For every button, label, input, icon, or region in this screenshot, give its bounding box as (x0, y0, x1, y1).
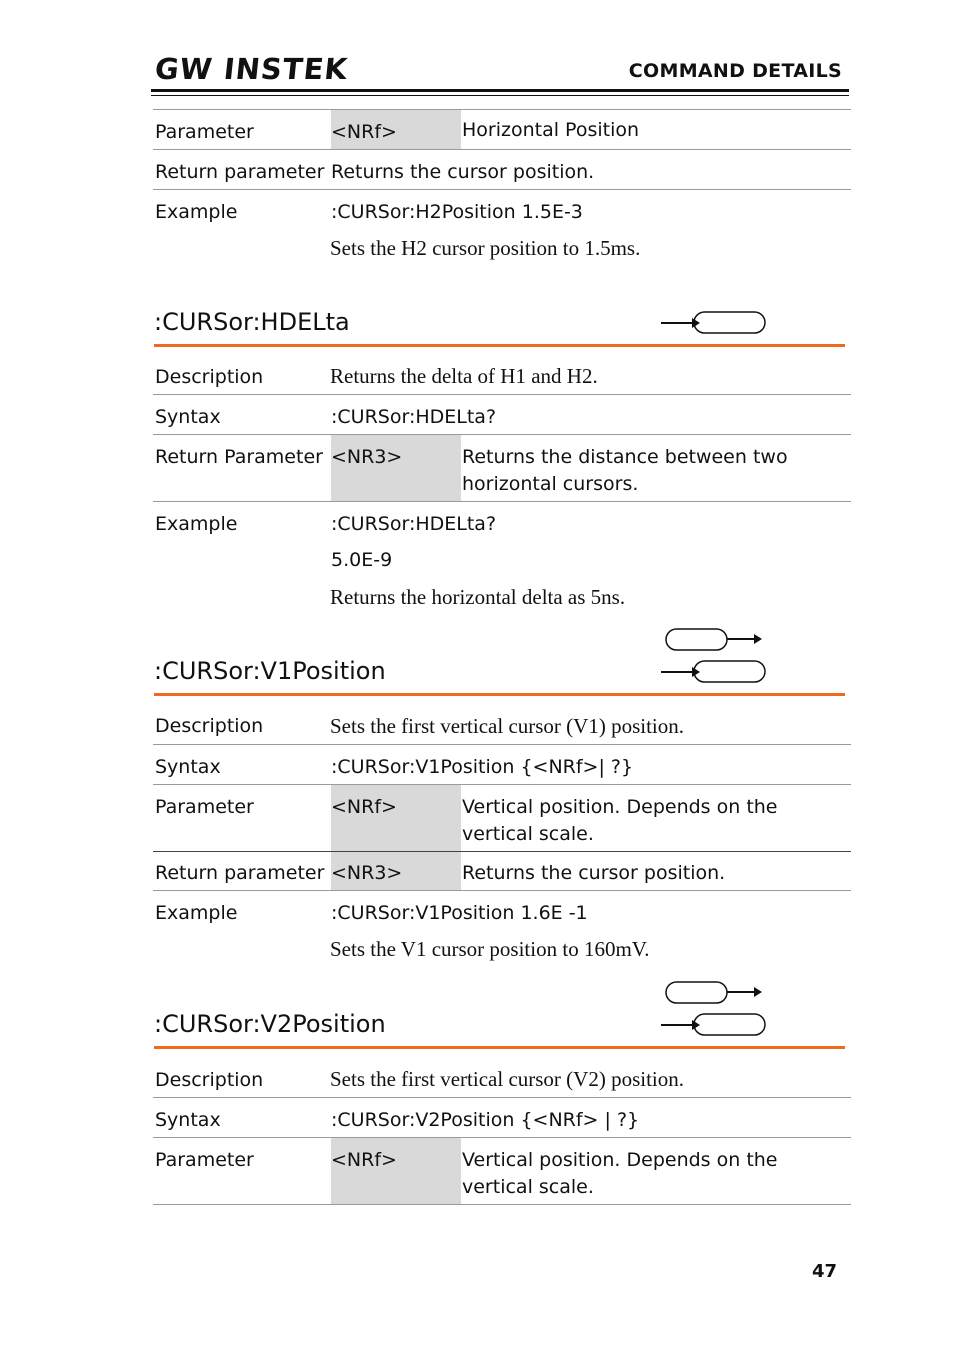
syntax-label: Syntax (155, 756, 221, 778)
example-label: Example (155, 902, 238, 924)
syntax-text: :CURSor:V1Position {<NRf>| ?} (331, 756, 634, 778)
example-desc: Sets the V1 cursor position to 160mV. (330, 937, 650, 961)
return-desc-line2: horizontal cursors. (462, 473, 639, 495)
param-desc-line1: Vertical position. Depends on the (462, 796, 778, 818)
query-icon (658, 310, 770, 336)
example-command: :CURSor:HDELta? (331, 513, 497, 535)
param-desc-line1: Vertical position. Depends on the (462, 1149, 778, 1171)
example-result: 5.0E-9 (331, 549, 393, 571)
type-cell-bg (331, 435, 461, 501)
example-desc: Returns the horizontal delta as 5ns. (330, 585, 626, 609)
return-label: Return parameter (155, 161, 325, 183)
divider (153, 434, 851, 435)
syntax-text: :CURSor:V2Position {<NRf> | ?} (331, 1109, 640, 1131)
param-type: <NRf> (331, 121, 397, 143)
divider (153, 394, 851, 395)
divider (153, 744, 851, 745)
return-label: Return Parameter (155, 446, 323, 468)
param-desc-line2: vertical scale. (462, 1176, 594, 1198)
section-rule (154, 693, 845, 696)
param-label: Parameter (155, 1149, 254, 1171)
query-icon (658, 1012, 770, 1038)
divider (153, 1137, 851, 1138)
section-rule (154, 344, 845, 347)
divider (153, 890, 851, 891)
example-desc: Sets the H2 cursor position to 1.5ms. (330, 236, 641, 260)
divider (153, 149, 851, 150)
command-title: :CURSor:HDELta (154, 308, 350, 336)
divider (153, 851, 851, 852)
param-type: <NRf> (331, 1149, 397, 1171)
return-desc: Returns the cursor position. (331, 161, 595, 183)
query-icon (658, 659, 770, 685)
param-desc: Horizontal Position (462, 119, 640, 141)
description-text: Returns the delta of H1 and H2. (330, 364, 598, 388)
syntax-label: Syntax (155, 1109, 221, 1131)
set-icon (662, 980, 766, 1006)
description-label: Description (155, 715, 264, 737)
example-command: :CURSor:H2Position 1.5E-3 (331, 201, 583, 223)
divider (153, 1204, 851, 1205)
example-command: :CURSor:V1Position 1.6E -1 (331, 902, 588, 924)
command-title: :CURSor:V2Position (154, 1010, 386, 1038)
return-type: <NR3> (331, 862, 403, 884)
divider (153, 189, 851, 190)
return-desc-line1: Returns the distance between two (462, 446, 788, 468)
description-label: Description (155, 1069, 264, 1091)
divider (153, 1097, 851, 1098)
page-number: 47 (812, 1261, 838, 1282)
command-title: :CURSor:V1Position (154, 657, 386, 685)
section-title: COMMAND DETAILS (628, 60, 842, 82)
description-text: Sets the first vertical cursor (V1) position. (330, 714, 685, 738)
description-text: Sets the first vertical cursor (V2) position. (330, 1067, 685, 1091)
header-rule (151, 89, 849, 92)
section-rule (154, 1046, 845, 1049)
type-cell-bg (331, 1138, 461, 1204)
example-label: Example (155, 513, 238, 535)
description-label: Description (155, 366, 264, 388)
syntax-text: :CURSor:HDELta? (331, 406, 497, 428)
header-rule-thin (151, 95, 849, 96)
syntax-label: Syntax (155, 406, 221, 428)
param-type: <NRf> (331, 796, 397, 818)
divider (153, 501, 851, 502)
return-type: <NR3> (331, 446, 403, 468)
divider (153, 109, 851, 110)
param-label: Parameter (155, 796, 254, 818)
set-icon (662, 627, 766, 653)
param-desc-line2: vertical scale. (462, 823, 594, 845)
return-label: Return parameter (155, 862, 325, 884)
brand-logo: GW INSTEK (153, 52, 350, 86)
return-desc: Returns the cursor position. (462, 862, 726, 884)
param-label: Parameter (155, 121, 254, 143)
example-label: Example (155, 201, 238, 223)
divider (153, 784, 851, 785)
